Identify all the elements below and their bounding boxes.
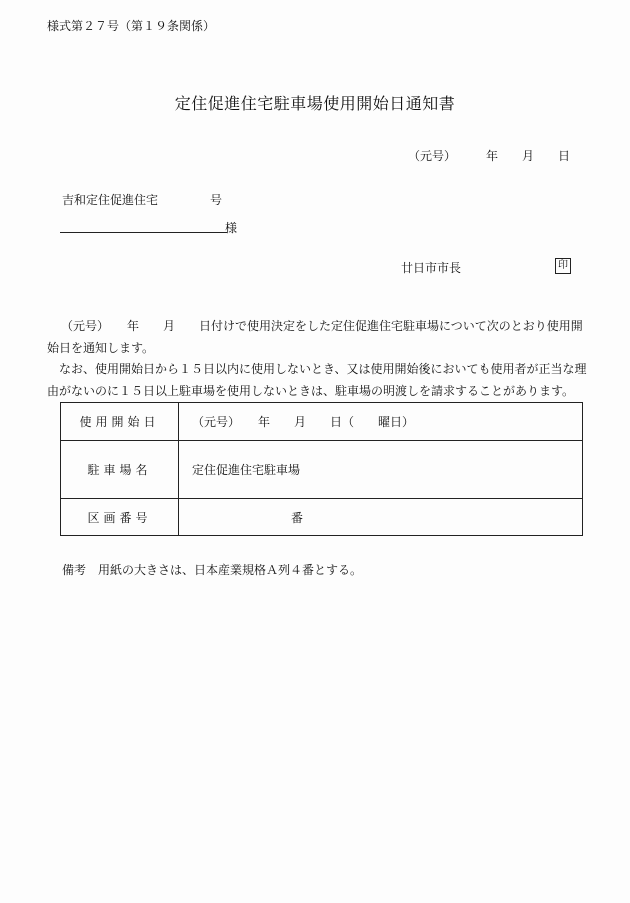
- document-title: 定住促進住宅駐車場使用開始日通知書: [174, 94, 456, 113]
- addressee-suffix: 号: [210, 193, 223, 207]
- sender-title: 廿日市市長: [401, 261, 462, 275]
- addressee-unit: [62, 191, 222, 208]
- parking-name-value: 定住促進住宅駐車場: [179, 441, 583, 499]
- usage-info-table: [60, 402, 583, 536]
- lot-number-value: 番: [179, 499, 583, 536]
- date-year: 年: [485, 149, 498, 163]
- addressee-name-line: [60, 232, 227, 233]
- start-date-value: （元号） 年 月 日（ 曜日）: [179, 403, 583, 441]
- table-row: [61, 441, 583, 499]
- notice-paragraph-1: （元号） 年 月 日付けで使用決定をした定住促進住宅駐車場について次のとおり使用開始日を通知します。: [47, 319, 583, 355]
- remarks-note: 備考 用紙の大きさは、日本産業規格Ａ列４番とする。: [62, 563, 363, 577]
- date-era: （元号）: [407, 149, 456, 163]
- table-row: [61, 499, 583, 536]
- date-month: 月: [521, 149, 534, 163]
- seal-mark: 印: [555, 258, 571, 274]
- notice-paragraph-2: なお、使用開始日から１５日以内に使用しないとき、又は使用開始後においても使用者が正当な理由がないのに１５日以上駐車場を使用しないときは、駐車場の明渡しを請求することがあります。: [47, 362, 587, 398]
- lot-number-label: 区画番号: [61, 499, 179, 536]
- table-row: [61, 403, 583, 441]
- start-date-label: 使用開始日: [61, 403, 179, 441]
- form-number: 様式第２７号（第１９条関係）: [47, 19, 216, 33]
- addressee-prefix: 吉和定住促進住宅: [62, 193, 159, 207]
- parking-name-label: 駐車場名: [61, 441, 179, 499]
- issue-date: [408, 147, 570, 164]
- date-day: 日: [557, 149, 570, 163]
- addressee-honorific: 様: [225, 221, 238, 235]
